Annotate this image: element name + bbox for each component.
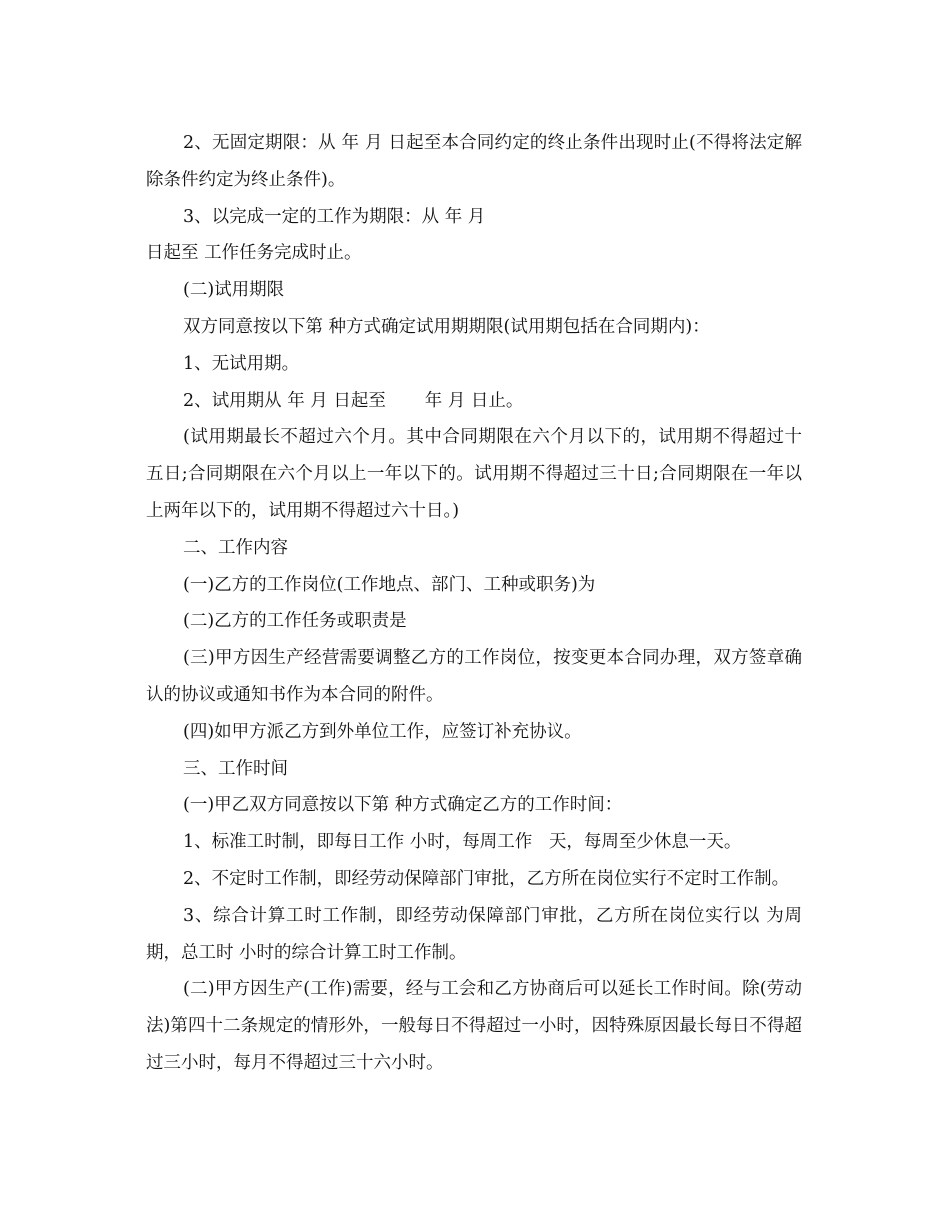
paragraph: 1、无试用期。 <box>183 353 300 374</box>
paragraph: (三)甲方因生产经营需要调整乙方的工作岗位，按变更本合同办理，双方签章确认的协议或通知书作为本合同的附件。 <box>146 648 802 705</box>
paragraph: (二)乙方的工作任务或职责是 <box>183 611 407 632</box>
paragraph: (一)甲乙双方同意按以下第 种方式确定乙方的工作时间： <box>183 795 623 816</box>
paragraph: (二)甲方因生产(工作)需要，经与工会和乙方协商后可以延长工作时间。除(劳动法)第四十二条规定的情形外，一般每日不得超过一小时，因特殊原因最长每日不得超过三小时，每月不得超过三十六小时。 <box>146 979 802 1073</box>
paragraph: 2、不定时工作制，即经劳动保障部门审批，乙方所在岗位实行不定时工作制。 <box>183 868 790 889</box>
paragraph: (试用期最长不超过六个月。其中合同期限在六个月以下的，试用期不得超过十五日;合同期限在六个月以上一年以下的。试用期不得超过三十日;合同期限在一年以上两年以下的，试用期不得超过六十日。) <box>146 427 802 521</box>
paragraph: 2、无固定期限：从 年 月 日起至本合同约定的终止条件出现时止(不得将法定解除条件约定为终止条件)。 <box>146 133 802 190</box>
contract-body <box>146 125 802 1082</box>
paragraph: (四)如甲方派乙方到外单位工作，应签订补充协议。 <box>183 721 582 742</box>
paragraph: 3、以完成一定的工作为期限：从 年 月 <box>183 206 486 227</box>
paragraph: 3、综合计算工时工作制，即经劳动保障部门审批，乙方所在岗位实行以 为周期，总工时 小时的综合计算工时工作制。 <box>146 905 802 963</box>
paragraph: 双方同意按以下第 种方式确定试用期期限(试用期包括在合同期内)： <box>183 316 710 337</box>
paragraph: 日起至 工作任务完成时止。 <box>146 243 362 264</box>
paragraph: 2、试用期从 年 月 日起至 年 月 日止。 <box>183 390 524 411</box>
paragraph: (一)乙方的工作岗位(工作地点、部门、工种或职务)为 <box>183 574 596 595</box>
paragraph: 1、标准工时制，即每日工作 小时，每周工作 天，每周至少休息一天。 <box>183 832 742 853</box>
paragraph: 二、工作内容 <box>183 537 288 558</box>
paragraph: 三、工作时间 <box>183 758 288 779</box>
paragraph: (二)试用期限 <box>183 280 285 301</box>
